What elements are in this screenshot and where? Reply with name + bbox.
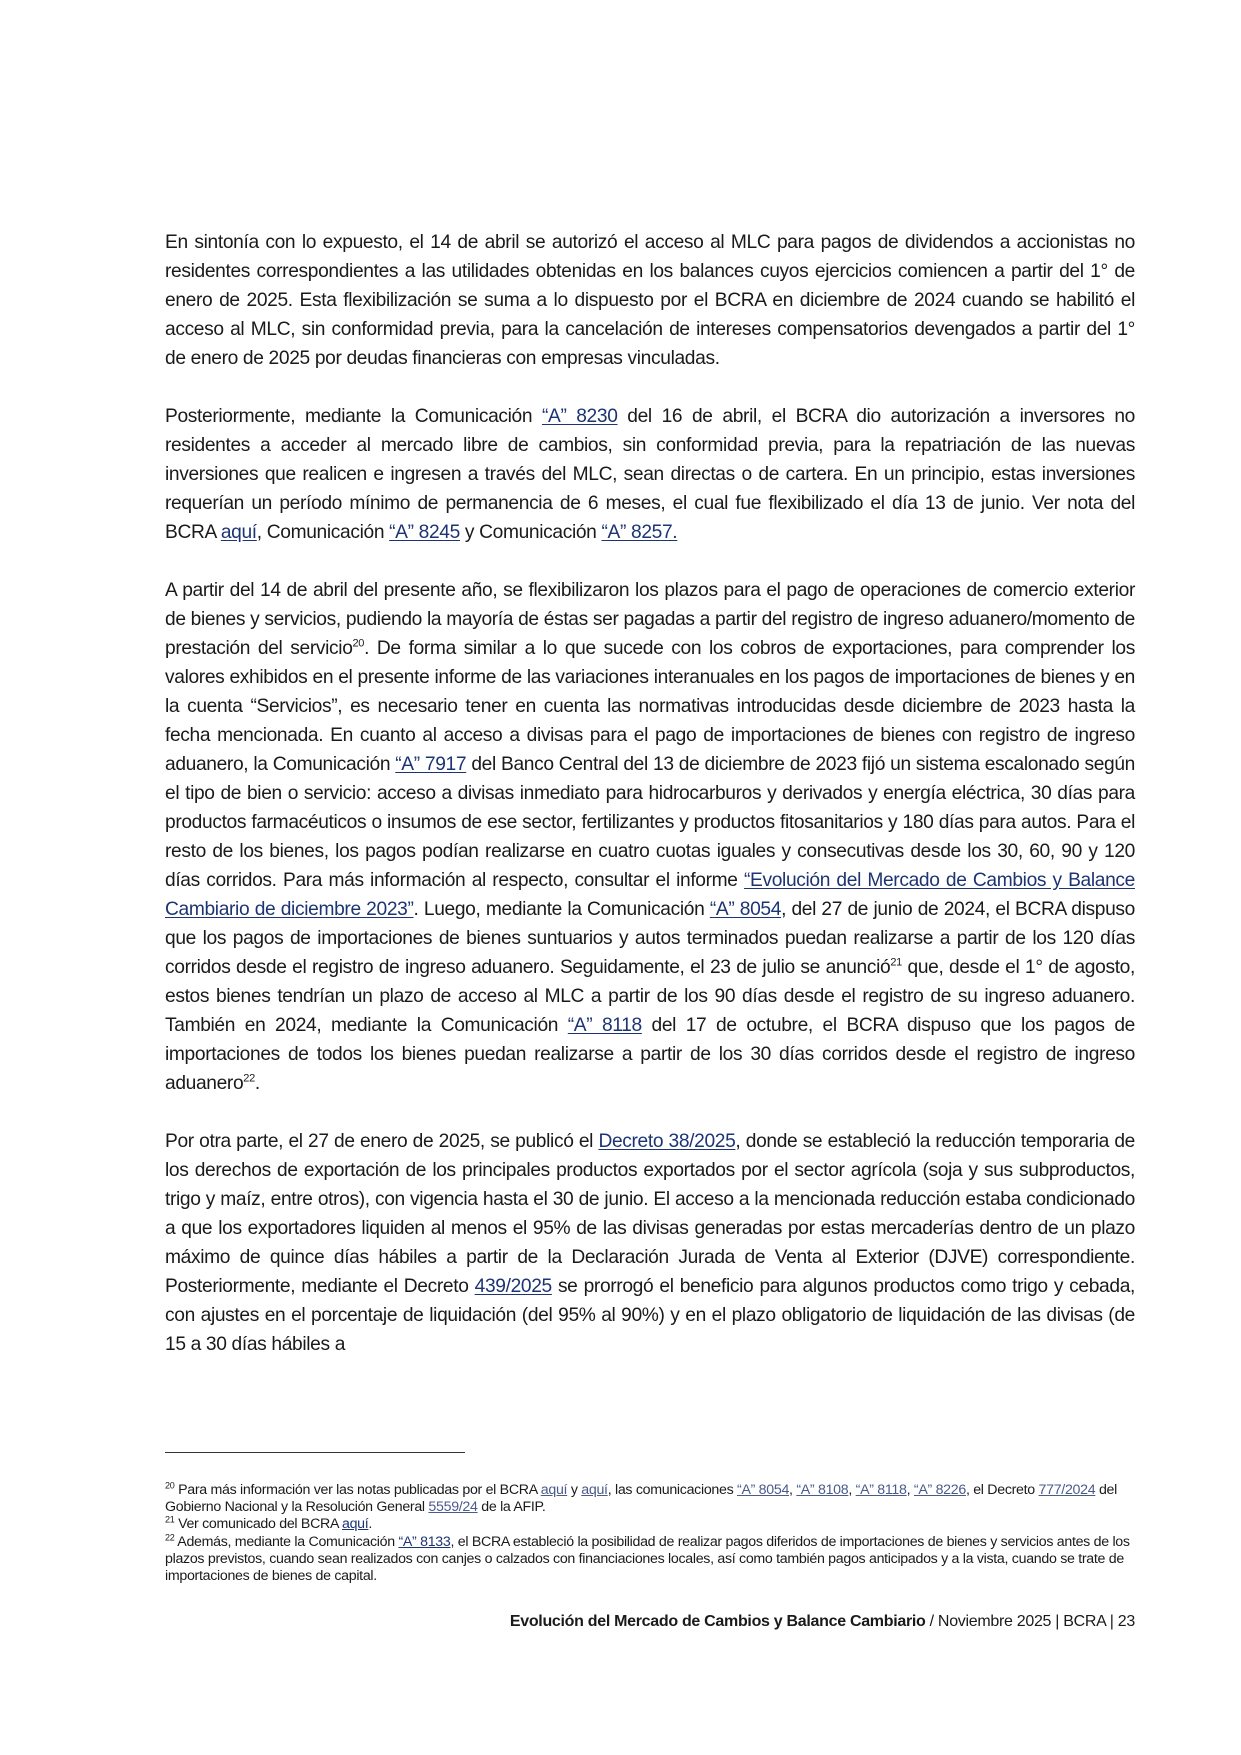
body-text: [165, 228, 1135, 1388]
link-fn-a-8226[interactable]: “A” 8226: [913, 1482, 966, 1498]
footnote-number: 21: [165, 1514, 175, 1525]
paragraph-investments: [165, 402, 1135, 547]
link-fn-a-8133[interactable]: “A” 8133: [398, 1533, 451, 1550]
text-span: ,: [906, 1482, 914, 1498]
text-span: , Comunicación: [256, 522, 390, 543]
paragraph-imports: [165, 576, 1135, 1098]
link-com-a-8054[interactable]: “A” 8054: [709, 899, 782, 920]
link-aqui-2[interactable]: aquí: [581, 1482, 608, 1498]
text-span: Posteriormente, mediante la Comunicación: [165, 406, 542, 427]
footnote-number: 20: [165, 1480, 175, 1491]
footnote-21: [165, 1516, 1135, 1533]
text-span: y: [567, 1482, 582, 1498]
link-decreto-38-2025[interactable]: Decreto 38/2025: [598, 1131, 736, 1152]
text-span: . De forma similar a lo que sucede con los cobros de exportaciones, para comprender los valores exhibidos en el presente informe de las variaciones interanuales en los pagos de importaciones de bienes y en la cuenta “Servicios”, es necesario tener en cuenta las normativas introducidas desde diciembre de 2023 hasta la fecha mencionada. En cuanto al acceso a divisas para el pago de importaciones de bienes con registro de ingreso aduanero, la Comunicación: [165, 638, 1135, 775]
link-com-a-8245[interactable]: “A” 8245: [389, 522, 460, 543]
link-fn-a-8108[interactable]: “A” 8108: [796, 1482, 849, 1498]
text-span: Por otra parte, el 27 de enero de 2025, se publicó el: [165, 1131, 599, 1152]
text-span: del 16 de abril, el BCRA dio autorización a inversores no residentes a acceder al mercado libre de cambios, sin conformidad previa, para la repatriación de las nuevas inversiones que realicen e ingresen a través del MLC, sean directas o de cartera. En un principio, estas inversiones requerían un período mínimo de permanencia de 6 meses, el cual fue flexibilizado el día 13 de junio. Ver nota del BCRA: [165, 406, 1136, 543]
text-span: .: [254, 1073, 260, 1094]
text-span: Ver comunicado del BCRA: [174, 1516, 342, 1533]
text-span: , el Decreto: [965, 1482, 1039, 1498]
page-footer: [510, 1613, 1135, 1631]
link-bcra-note[interactable]: aquí: [220, 522, 257, 543]
paragraph-text: En sintonía con lo expuesto, el 14 de abril se autorizó el acceso al MLC para pagos de dividendos a accionistas no residentes correspondientes a las utilidades obtenidas en los balances cuyos ejercicios comiencen a partir del 1° de enero de 2025. Esta flexibilización se suma a lo dispuesto por el BCRA en diciembre de 2024 cuando se habilitó el acceso al MLC, sin conformidad previa, para la cancelación de intereses compensatorios devengados a partir del 1° de enero de 2025 por deudas financieras con empresas vinculadas.: [165, 232, 1135, 369]
text-span: del Banco Central del 13 de diciembre de 2023 fijó un sistema escalonado según el tipo de bien o servicio: acceso a divisas inmediato para hidrocarburos y derivados y energía eléctrica, 30 días para productos farmacéuticos o insumos de ese sector, fertilizantes y productos fitosanitarios y 180 días para autos. Para el resto de los bienes, los pagos podían realizarse en cuatro cuotas iguales y consecutivas desde los 30, 60, 90 y 120 días corridos. Para más información al respecto, consultar el informe: [165, 754, 1136, 891]
link-com-a-7917[interactable]: “A” 7917: [395, 754, 467, 775]
text-span: , las comunicaciones: [607, 1482, 738, 1498]
link-aqui-1[interactable]: aquí: [540, 1482, 568, 1498]
footnotes: [165, 1482, 1135, 1585]
text-span: Además, mediante la Comunicación: [174, 1533, 399, 1550]
link-com-a-8230[interactable]: “A” 8230: [541, 406, 618, 427]
text-span: de la AFIP.: [477, 1499, 546, 1516]
text-span: que, desde el 1° de agosto, estos bienes tendrían un plazo de acceso al MLC a partir de los 90 días desde el registro de su ingreso aduanero. También en 2024, mediante la Comunicación: [165, 957, 1135, 1036]
footer-date-page: / Noviembre 2025 | BCRA | 23: [925, 1613, 1135, 1630]
footnote-number: 22: [165, 1531, 175, 1542]
text-span: . Luego, mediante la Comunicación: [413, 899, 710, 920]
footnote-ref-20[interactable]: 20: [352, 637, 365, 650]
paragraph-export-duties: [165, 1127, 1135, 1359]
text-span: , donde se estableció la reducción temporaria de los derechos de exportación de los principales productos exportados por el sector agrícola (soja y sus subproductos, trigo y maíz, entre otros), con vigencia hasta el 30 de junio. El acceso a la mencionada reducción estaba condicionado a que los exportadores liquiden al menos el 95% de las divisas generadas por estas mercaderías dentro de un plazo máximo de quince días hábiles a partir de la Declaración Jurada de Venta al Exterior (DJVE) correspondiente. Posteriormente, mediante el Decreto: [165, 1131, 1135, 1297]
link-com-a-8257[interactable]: “A” 8257.: [601, 522, 678, 543]
link-fn-a-8054[interactable]: “A” 8054: [737, 1482, 790, 1498]
text-span: , del 27 de junio de 2024, el BCRA dispuso que los pagos de importaciones de bienes suntuarios y autos terminados puedan realizarse a partir de los 120 días corridos desde el registro de ingreso aduanero. Seguidamente, el 23 de julio se anunció: [165, 899, 1135, 978]
link-com-a-8118[interactable]: “A” 8118: [567, 1015, 642, 1036]
link-fn-a-8118[interactable]: “A” 8118: [855, 1482, 907, 1498]
link-fn21-aqui[interactable]: aquí: [342, 1516, 369, 1533]
text-span: , el BCRA estableció la posibilidad de realizar pagos diferidos de importaciones de bienes y servicios antes de los plazos previstos, cuando sean realizados con canjes o calzados con financiaciones locales, así como también pagos anticipados y a la vista, cuando se trate de importaciones de bienes de capital.: [165, 1533, 1130, 1585]
text-span: ,: [848, 1482, 856, 1498]
footnote-ref-22[interactable]: 22: [243, 1072, 255, 1085]
text-span: ,: [789, 1482, 797, 1498]
link-report-dec-2023[interactable]: “Evolución del Mercado de Cambios y Balance Cambiario de diciembre 2023”: [165, 870, 1135, 920]
link-rg-5559-24[interactable]: 5559/24: [428, 1499, 478, 1516]
text-span: del Gobierno Nacional y la Resolución General: [165, 1482, 1117, 1516]
footnote-22: [165, 1531, 1135, 1586]
paragraph-dividends: [165, 228, 1135, 373]
footnote-ref-21[interactable]: 21: [890, 956, 902, 969]
link-decreto-439-2025[interactable]: 439/2025: [474, 1276, 552, 1297]
footnote-20: [165, 1482, 1135, 1516]
text-span: se prorrogó el beneficio para algunos productos como trigo y cebada, con ajustes en el porcentaje de liquidación (del 95% al 90%) y en el plazo obligatorio de liquidación de las divisas (de 15 a 30 días hábiles a: [165, 1276, 1135, 1355]
link-decreto-777-2024[interactable]: 777/2024: [1038, 1482, 1096, 1498]
footnote-divider: [165, 1452, 465, 1453]
text-span: del 17 de octubre, el BCRA dispuso que los pagos de importaciones de todos los bienes puedan realizarse a partir de los 30 días corridos desde el registro de ingreso aduanero: [165, 1015, 1135, 1094]
text-span: y Comunicación: [459, 522, 602, 543]
text-span: Para más información ver las notas publicadas por el BCRA: [174, 1482, 541, 1498]
footer-report-title: Evolución del Mercado de Cambios y Balance Cambiario: [509, 1613, 926, 1630]
text-span: A partir del 14 de abril del presente año, se flexibilizaron los plazos para el pago de operaciones de comercio exterior de bienes y servicios, pudiendo la mayoría de éstas ser pagadas a partir del registro de ingreso aduanero/momento de prestación del servicio: [165, 580, 1135, 659]
text-span: .: [368, 1516, 373, 1533]
